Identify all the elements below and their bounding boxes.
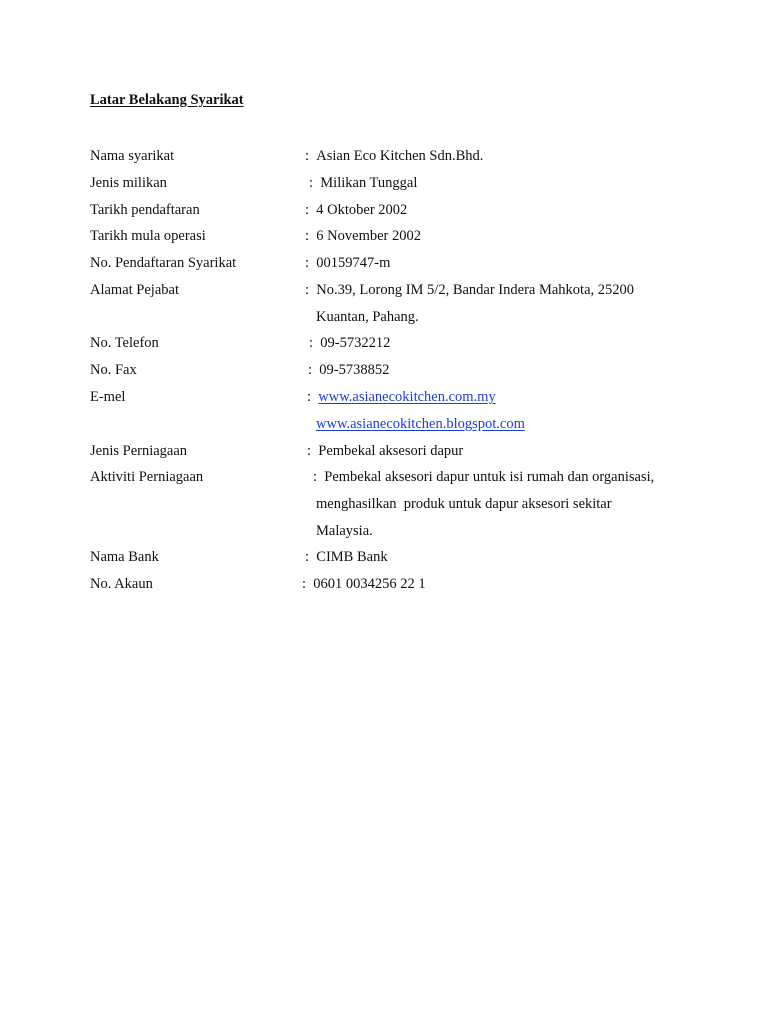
colon-separator: : <box>305 549 310 565</box>
office-address-line1: No.39, Lorong IM 5/2, Bandar Indera Mahkota, 25200 <box>316 282 635 298</box>
field-value-account-number <box>302 575 426 593</box>
field-value-registration-date <box>305 201 407 219</box>
field-label-company-name: Nama syarikat <box>90 148 175 164</box>
colon-separator: : <box>305 282 310 298</box>
field-label-telephone: No. Telefon <box>90 335 159 351</box>
field-value-bank-name <box>305 548 388 566</box>
colon-separator: : <box>313 469 318 485</box>
field-value-email <box>307 388 496 406</box>
field-label-registration-date: Tarikh pendaftaran <box>90 202 200 218</box>
field-label-business-activity: Aktiviti Perniagaan <box>90 469 204 485</box>
field-value-registration-number <box>305 254 390 272</box>
company-name-text: Asian Eco Kitchen Sdn.Bhd. <box>316 148 484 164</box>
field-value-business-type <box>307 442 463 460</box>
colon-separator: : <box>307 443 312 459</box>
registration-number-text: 00159747-m <box>316 255 391 271</box>
field-value-email-secondary <box>316 415 525 433</box>
field-label-bank-name: Nama Bank <box>90 549 159 565</box>
business-activity-line2: menghasilkan produk untuk dapur aksesori sekitar <box>316 496 612 512</box>
business-activity-line1: Pembekal aksesori dapur untuk isi rumah dan organisasi, <box>324 469 655 485</box>
colon-separator: : <box>305 255 310 271</box>
website-link-blog[interactable]: www.asianecokitchen.blogspot.com <box>316 416 525 432</box>
business-activity-line3: Malaysia. <box>316 523 373 539</box>
colon-separator: : <box>305 202 310 218</box>
bank-name-text: CIMB Bank <box>316 549 388 565</box>
field-value-office-address <box>305 281 634 299</box>
field-value-business-activity <box>313 468 654 486</box>
office-address-line2: Kuantan, Pahang. <box>316 309 419 325</box>
ownership-type-text: Milikan Tunggal <box>320 175 418 191</box>
colon-separator: : <box>309 335 314 351</box>
colon-separator: : <box>309 175 314 191</box>
colon-separator: : <box>307 389 312 405</box>
field-label-office-address: Alamat Pejabat <box>90 282 179 298</box>
field-value-company-name <box>305 147 483 165</box>
colon-separator: : <box>305 228 310 244</box>
operation-start-date-text: 6 November 2002 <box>316 228 421 244</box>
colon-separator: : <box>302 576 307 592</box>
field-label-email: E-mel <box>90 389 126 405</box>
field-label-business-type: Jenis Perniagaan <box>90 443 188 459</box>
field-label-account-number: No. Akaun <box>90 576 153 592</box>
field-label-registration-number: No. Pendaftaran Syarikat <box>90 255 237 271</box>
field-value-telephone <box>309 334 390 352</box>
registration-date-text: 4 Oktober 2002 <box>316 202 408 218</box>
business-type-text: Pembekal aksesori dapur <box>318 443 464 459</box>
field-label-ownership-type: Jenis milikan <box>90 175 167 191</box>
field-value-fax <box>308 361 389 379</box>
account-number-text: 0601 0034256 22 1 <box>313 576 426 592</box>
fax-text: 09-5738852 <box>319 362 390 378</box>
field-value-operation-start-date <box>305 227 421 245</box>
website-link-primary[interactable]: www.asianecokitchen.com.my <box>318 389 496 405</box>
telephone-text: 09-5732212 <box>320 335 391 351</box>
field-label-operation-start-date: Tarikh mula operasi <box>90 228 206 244</box>
field-label-fax: No. Fax <box>90 362 137 378</box>
page-title: Latar Belakang Syarikat <box>90 92 244 108</box>
field-value-ownership-type <box>309 174 417 192</box>
colon-separator: : <box>305 148 310 164</box>
colon-separator: : <box>308 362 313 378</box>
